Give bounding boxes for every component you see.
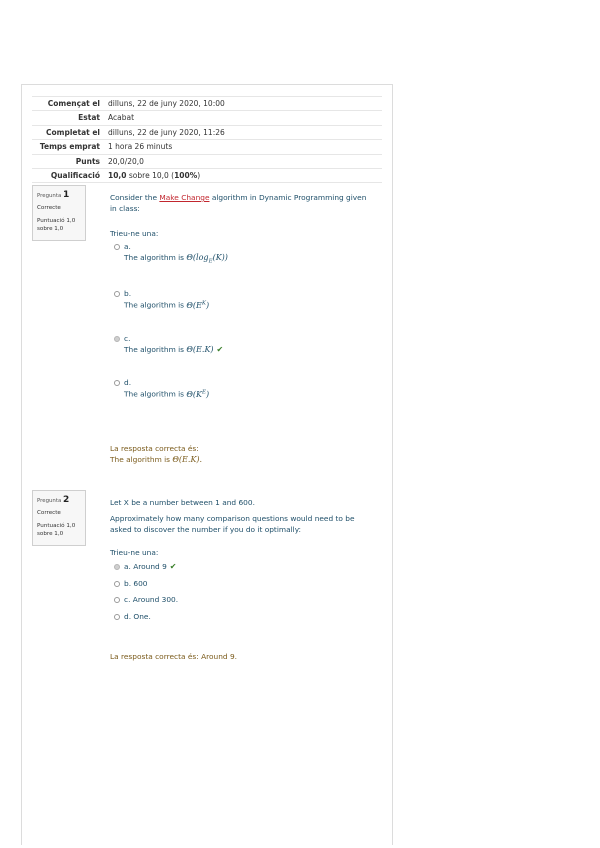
option-math: $\Theta(\log_E(K))$: [186, 253, 228, 265]
grade-line: sobre 1,0: [37, 531, 64, 537]
q2-option-b[interactable]: [114, 579, 148, 588]
option-letter: d.: [124, 378, 132, 387]
radio-icon[interactable]: [114, 564, 120, 570]
grade-value: 10,0: [108, 170, 127, 180]
q1-option-c-text: [124, 345, 223, 354]
question-1-info-box: [32, 185, 86, 241]
q1-option-a[interactable]: [114, 242, 131, 251]
grade-line: sobre 1,0: [37, 226, 64, 232]
option-text: The algorithm is: [124, 300, 187, 310]
question-text-part: Consider the: [110, 193, 160, 202]
q1-option-d[interactable]: [114, 378, 131, 387]
summary-key: Qualificació: [50, 170, 100, 180]
question-text-part: algorithm in Dynamic Programming given in class:: [110, 193, 367, 213]
q1-option-d-text: [124, 389, 209, 399]
grade-line: Puntuació 1,0: [37, 218, 76, 224]
make-change-link[interactable]: Make Change: [159, 193, 210, 202]
summary-row-started: [32, 97, 382, 111]
choose-one-prompt: Trieu-ne una:: [110, 229, 159, 238]
radio-icon[interactable]: [114, 614, 120, 620]
summary-value: 1 hora 26 minuts: [108, 142, 173, 152]
option-text: The algorithm is: [124, 345, 187, 354]
question-2-info-box: [32, 490, 86, 546]
summary-key: Començat el: [47, 99, 100, 108]
summary-row-state: [32, 111, 382, 125]
summary-row-completed: [32, 126, 382, 140]
summary-value: 20,0/20,0: [108, 156, 144, 166]
question-number: [37, 495, 82, 505]
option-text: The algorithm is: [124, 253, 187, 262]
question-number-value: 2: [62, 495, 70, 505]
summary-key: Estat: [78, 113, 100, 123]
q1-option-a-text: [124, 253, 228, 265]
grade-percent: 100%: [174, 170, 198, 180]
summary-row-marks: [32, 155, 382, 169]
radio-icon[interactable]: [114, 380, 120, 386]
radio-icon[interactable]: [114, 336, 120, 342]
question-label: Pregunta: [37, 498, 62, 504]
q2-option-d[interactable]: [114, 612, 151, 621]
option-text: The algorithm is: [124, 389, 187, 399]
feedback-math: Θ(E.K).: [172, 455, 203, 464]
option-label: b. 600: [124, 579, 148, 588]
option-label: a. Around 9: [124, 562, 167, 571]
option-math: $\Theta(K^E)$: [186, 389, 210, 399]
checkmark-icon: ✔: [216, 345, 224, 354]
question-2-text-line2: Approximately how many comparison questions would need to be asked to discover the number if you do it optimally:: [110, 514, 355, 534]
grade-line: Puntuació 1,0: [37, 523, 76, 529]
grade-out-of: sobre 10,0 (: [126, 170, 175, 180]
q2-correct-answer-feedback: La resposta correcta és: Around 9.: [110, 652, 238, 661]
question-label: Pregunta: [37, 193, 62, 199]
question-2-text-line1: Let X be a number between 1 and 600.: [110, 498, 255, 507]
option-letter: b.: [124, 289, 132, 298]
summary-row-time-taken: [32, 140, 382, 154]
question-state: Correcte: [37, 205, 61, 211]
question-number: [37, 190, 82, 200]
grade-close: ): [197, 170, 201, 180]
question-state: Correcte: [37, 510, 61, 516]
option-math: $\Theta(E^K)$: [186, 300, 210, 310]
q2-option-a[interactable]: [114, 562, 177, 571]
q1-option-b-text: [124, 300, 209, 310]
feedback-line: The algorithm is: [110, 455, 173, 464]
q1-option-b[interactable]: [114, 289, 131, 298]
summary-value: Acabat: [108, 113, 135, 123]
option-math: Θ(E.K): [186, 345, 214, 354]
summary-key: Temps emprat: [39, 142, 100, 152]
summary-value: [108, 169, 200, 182]
radio-icon[interactable]: [114, 597, 120, 603]
question-number-value: 1: [62, 190, 70, 200]
summary-value: dilluns, 22 de juny 2020, 11:26: [108, 127, 225, 137]
radio-icon[interactable]: [114, 581, 120, 587]
question-grade: [37, 217, 82, 233]
radio-icon[interactable]: [114, 244, 120, 250]
summary-key: Punts: [75, 156, 100, 166]
q2-option-c[interactable]: [114, 595, 178, 604]
feedback-line: La resposta correcta és:: [110, 444, 199, 453]
option-label: c. Around 300.: [124, 595, 179, 604]
summary-row-grade: [32, 169, 382, 183]
checkmark-icon: ✔: [169, 562, 177, 571]
choose-one-prompt: Trieu-ne una:: [110, 548, 159, 557]
q1-correct-answer-feedback: [110, 443, 202, 465]
option-label: d. One.: [124, 612, 151, 621]
question-grade: [37, 522, 82, 538]
option-letter: c.: [124, 334, 131, 343]
summary-key: Completat el: [46, 127, 100, 137]
question-1-text: [110, 192, 375, 214]
option-letter: a.: [124, 242, 131, 251]
radio-icon[interactable]: [114, 291, 120, 297]
q1-option-c[interactable]: [114, 334, 130, 343]
attempt-summary-table: [32, 96, 382, 183]
summary-value: dilluns, 22 de juny 2020, 10:00: [108, 99, 225, 108]
